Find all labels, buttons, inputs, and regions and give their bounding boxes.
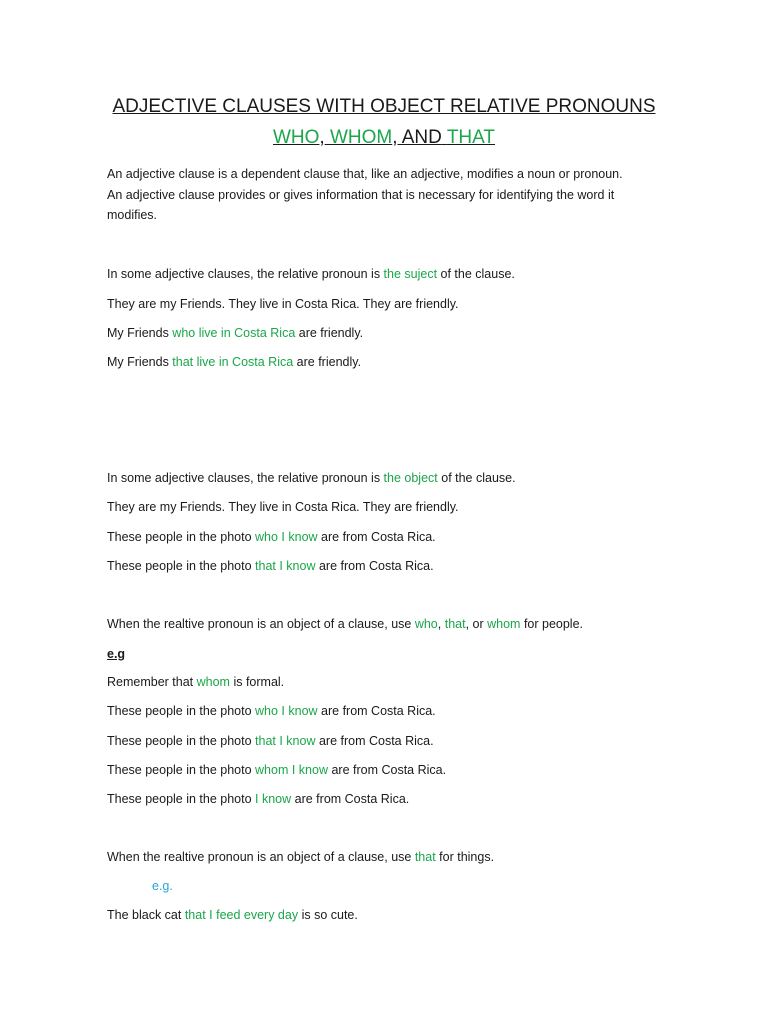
- subject-example-2-highlight: who live in Costa Rica: [172, 326, 296, 340]
- subject-example-2: [107, 326, 363, 340]
- remember-highlight: whom: [196, 675, 230, 689]
- object-example-2-post: are from Costa Rica.: [317, 530, 436, 544]
- people-example-3-highlight: whom I know: [255, 763, 328, 777]
- things-rule-highlight: that: [414, 850, 436, 864]
- object-example-3-pre: These people in the photo: [107, 559, 256, 573]
- people-eg-label: e.g: [107, 647, 126, 661]
- people-example-4: [107, 792, 409, 806]
- people-example-3: [107, 763, 446, 777]
- object-example-1: They are my Friends. They live in Costa Rica. They are friendly.: [107, 500, 459, 514]
- object-rule: [107, 471, 516, 485]
- object-example-3: [107, 559, 434, 573]
- subject-example-1: They are my Friends. They live in Costa Rica. They are friendly.: [107, 297, 459, 311]
- people-rule-who: who: [414, 617, 438, 631]
- subject-example-2-pre: My Friends: [107, 326, 173, 340]
- page-title: ADJECTIVE CLAUSES WITH OBJECT RELATIVE PRONOUNS: [112, 96, 656, 117]
- title-and: , AND: [392, 127, 442, 148]
- object-rule-post: of the clause.: [437, 471, 516, 485]
- subject-rule-highlight: the suject: [383, 267, 438, 281]
- remember-note: [107, 675, 284, 689]
- people-example-1-highlight: who I know: [255, 704, 318, 718]
- people-example-1-pre: These people in the photo: [107, 704, 256, 718]
- people-rule-sep2: , or: [465, 617, 488, 631]
- things-example-pre: The black cat: [107, 908, 185, 922]
- subject-example-3-highlight: that live in Costa Rica: [172, 355, 294, 369]
- things-rule-pre: When the realtive pronoun is an object of a clause, use: [107, 850, 415, 864]
- people-example-4-post: are from Costa Rica.: [291, 792, 410, 806]
- people-example-2: [107, 734, 434, 748]
- subject-example-3-post: are friendly.: [293, 355, 362, 369]
- things-example-post: is so cute.: [298, 908, 358, 922]
- object-example-2-pre: These people in the photo: [107, 530, 256, 544]
- people-rule: [107, 617, 583, 631]
- object-example-2-highlight: who I know: [255, 530, 318, 544]
- people-example-2-highlight: that I know: [255, 734, 316, 748]
- title-who: WHO: [272, 127, 320, 148]
- subject-rule-post: of the clause.: [437, 267, 515, 281]
- people-rule-pre: When the realtive pronoun is an object of a clause, use: [107, 617, 415, 631]
- intro-paragraph: An adjective clause is a dependent clause that, like an adjective, modifies a noun or pronoun. An adjective clause provides or gives information that is necessary for identifying the word it modifies.: [107, 167, 623, 222]
- title-whom: WHOM: [329, 127, 393, 148]
- subject-example-3-pre: My Friends: [107, 355, 173, 369]
- things-example: [107, 908, 358, 922]
- people-example-2-post: are from Costa Rica.: [315, 734, 434, 748]
- title-comma: ,: [319, 127, 325, 148]
- object-example-2: [107, 530, 436, 544]
- object-rule-pre: In some adjective clauses, the relative pronoun is: [107, 471, 384, 485]
- things-eg-label: e.g.: [152, 879, 173, 893]
- people-rule-that: that: [444, 617, 466, 631]
- title-that: THAT: [446, 127, 496, 148]
- things-rule: [107, 850, 494, 864]
- people-example-3-post: are from Costa Rica.: [327, 763, 447, 777]
- subject-example-3: [107, 355, 361, 369]
- subject-example-2-post: are friendly.: [295, 326, 364, 340]
- people-example-3-pre: These people in the photo: [107, 763, 256, 777]
- people-example-4-pre: These people in the photo: [107, 792, 256, 806]
- people-rule-sep1: ,: [437, 617, 445, 631]
- people-example-1-post: are from Costa Rica.: [317, 704, 436, 718]
- object-example-3-post: are from Costa Rica.: [315, 559, 434, 573]
- subject-rule: [107, 267, 515, 281]
- things-example-highlight: that I feed every day: [184, 908, 299, 922]
- subject-rule-pre: In some adjective clauses, the relative pronoun is: [107, 267, 384, 281]
- people-example-4-highlight: I know: [255, 792, 292, 806]
- things-rule-post: for things.: [435, 850, 495, 864]
- people-example-2-pre: These people in the photo: [107, 734, 256, 748]
- object-rule-highlight: the object: [383, 471, 438, 485]
- people-rule-post: for people.: [520, 617, 584, 631]
- people-example-1: [107, 704, 436, 718]
- remember-post: is formal.: [229, 675, 285, 689]
- object-example-3-highlight: that I know: [255, 559, 316, 573]
- page-subtitle: [0, 127, 768, 149]
- remember-pre: Remember that: [107, 675, 197, 689]
- people-rule-whom: whom: [487, 617, 521, 631]
